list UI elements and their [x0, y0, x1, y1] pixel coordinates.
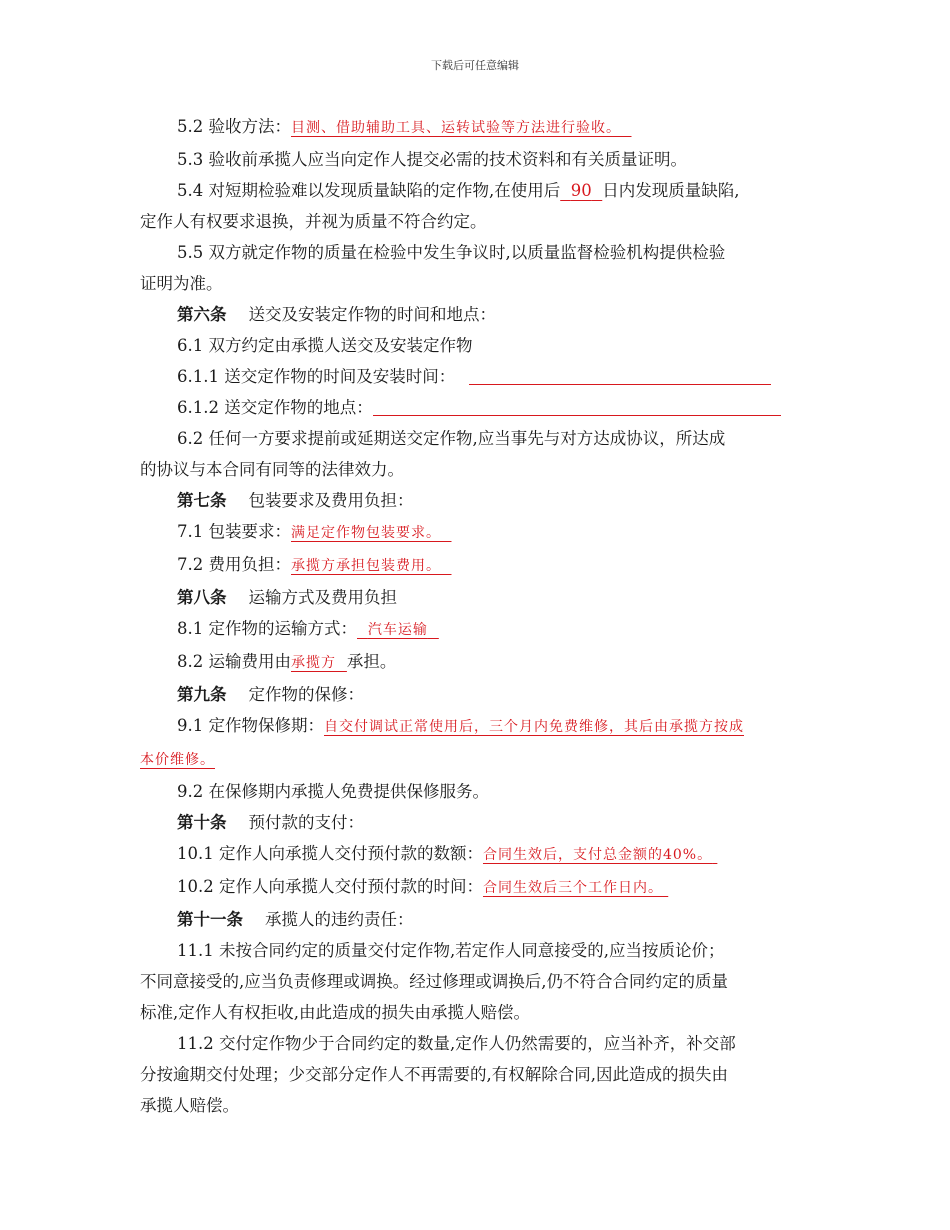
clause-6-1: 6.1 双方约定由承揽人送交及安装定作物 — [177, 336, 473, 355]
section-6-heading: 第六条 送交及安装定作物的时间和地点： — [177, 305, 496, 324]
defect-days-value: 90 — [570, 181, 592, 200]
warranty-period-value: 自交付调试正常使用后，三个月内免费维修，其后由承揽方按成 — [324, 719, 744, 735]
prepayment-time-value: 合同生效后三个工作日内。 — [482, 880, 663, 896]
clause-9-1: 9.1 定作物保修期：自交付调试正常使用后，三个月内免费维修，其后由承揽方按成 — [177, 716, 744, 735]
clause-9-2: 9.2 在保修期内承揽人免费提供保修服务。 — [177, 782, 489, 801]
section-9-heading: 第九条 定作物的保修： — [177, 685, 364, 704]
transport-cost-party-value: 承揽方 — [291, 655, 336, 671]
section-10-heading: 第十条 预付款的支付： — [177, 813, 364, 832]
clause-10-2: 10.2 定作人向承揽人交付预付款的时间：合同生效后三个工作日内。 — [177, 877, 663, 896]
clause-11-2-cont2: 承揽人赔偿。 — [140, 1096, 239, 1115]
clause-11-2: 11.2 交付定作物少于合同约定的数量,定作人仍然需要的，应当补齐，补交部 — [177, 1034, 736, 1053]
delivery-place-blank — [373, 399, 781, 416]
clause-5-3: 5.3 验收前承揽人应当向定作人提交必需的技术资料和有关质量证明。 — [177, 150, 687, 169]
clause-11-1-cont2: 标准,定作人有权拒收,由此造成的损失由承揽人赔偿。 — [140, 1003, 530, 1022]
clause-5-2: 5.2 验收方法：目测、借助辅助工具、运转试验等方法进行验收。 — [177, 117, 621, 136]
clause-5-5: 5.5 双方就定作物的质量在检验中发生争议时,以质量监督检验机构提供检验 — [177, 243, 726, 262]
clause-10-1: 10.1 定作人向承揽人交付预付款的数额：合同生效后，支付总金额的40%。 — [177, 844, 713, 863]
clause-6-1-2: 6.1.2 送交定作物的地点： — [140, 392, 812, 423]
packaging-requirement-value: 满足定作物包装要求。 — [291, 525, 441, 541]
clause-7-1: 7.1 包装要求：满足定作物包装要求。 — [177, 522, 441, 541]
prepayment-amount-value: 合同生效后，支付总金额的40%。 — [482, 847, 713, 863]
clause-9-1-cont — [140, 743, 812, 776]
clause-5-4-cont: 定作人有权要求退换，并视为质量不符合约定。 — [140, 212, 487, 231]
contract-body — [140, 111, 812, 1121]
clause-7-2: 7.2 费用负担：承揽方承担包装费用。 — [177, 555, 441, 574]
clause-11-1-cont1: 不同意接受的,应当负责修理或调换。经过修理或调换后,仍不符合合同约定的质量 — [140, 972, 728, 991]
clause-8-1: 8.1 定作物的运输方式： 汽车运输 — [140, 613, 812, 646]
section-11-heading: 第十一条 承揽人的违约责任： — [177, 910, 414, 929]
clause-5-5-cont: 证明为准。 — [140, 274, 223, 293]
warranty-period-value-cont: 本价维修。 — [140, 752, 215, 768]
clause-11-1: 11.1 未按合同约定的质量交付定作物,若定作人同意接受的,应当按质论价； — [177, 941, 725, 960]
delivery-time-blank — [469, 368, 771, 385]
page-header: 下载后可任意编辑 — [431, 59, 519, 72]
clause-6-2-cont: 的协议与本合同有同等的法律效力。 — [140, 460, 404, 479]
clause-6-2: 6.2 任何一方要求提前或延期送交定作物,应当事先与对方达成协议，所达成 — [177, 429, 726, 448]
section-8-heading: 第八条 运输方式及费用负担 — [177, 588, 397, 607]
clause-6-1-1: 6.1.1 送交定作物的时间及安装时间： — [140, 361, 812, 392]
clause-8-2: 8.2 运输费用由承揽方 承担。 — [177, 652, 397, 671]
section-7-heading: 第七条 包装要求及费用负担： — [177, 491, 414, 510]
inspection-method-value: 目测、借助辅助工具、运转试验等方法进行验收。 — [291, 120, 621, 136]
clause-11-2-cont1: 分按逾期交付处理；少交部分定作人不再需要的,有权解除合同,因此造成的损失由 — [140, 1065, 728, 1084]
transport-method-value: 汽车运输 — [367, 622, 428, 638]
packaging-cost-value: 承揽方承担包装费用。 — [291, 558, 441, 574]
clause-5-4: 5.4 对短期检验难以发现质量缺陷的定作物,在使用后 90 日内发现质量缺陷, — [177, 181, 740, 200]
